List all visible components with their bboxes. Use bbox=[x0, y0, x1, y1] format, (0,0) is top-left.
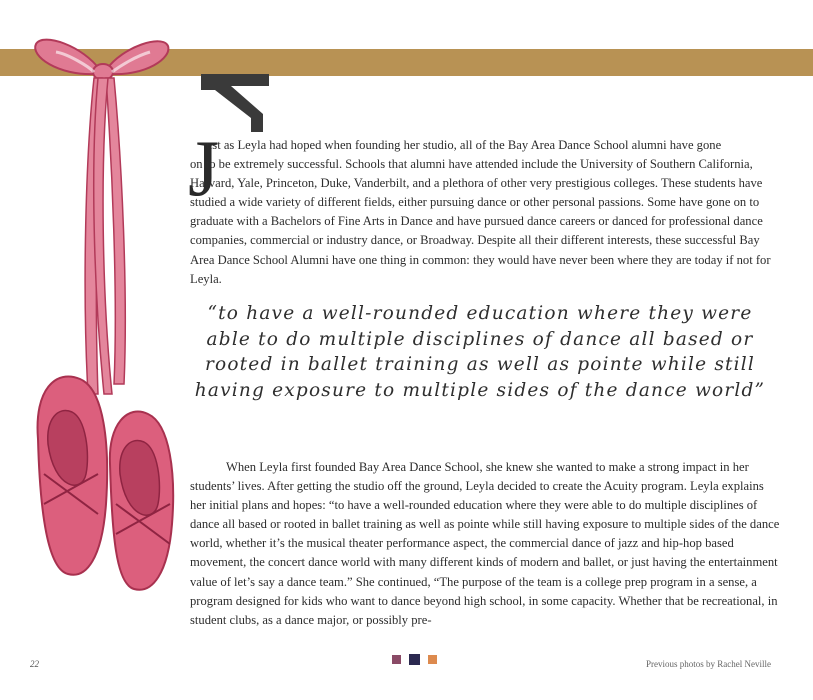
paragraph-2-body: When Leyla first founded Bay Area Dance School, she knew she wanted to make a strong impact in her students’ lives. After getting the studio off the ground, Leyla decided to create the Acuity program. Leyla explains her initial plans and hopes: “to have a well-rounded education where they were able to do multiple disciplines of dance all based or rooted in ballet training as well as pointe while still having exposure to multiple sides of the dance world, whether it’s the musical theater performance aspect, the commercial dance of jazz and hip-hop based movement, the concert dance world with many different kinds of modern and ballet, or just having the entertainment value of let’s say a dance team.” She continued, “The purpose of the team is a college prep program in a sense, a program designed for kids who want to dance beyond high school, in some capacity. Whether that be recreational, in student clubs, as a dance major, or possibly pre- bbox=[190, 460, 780, 627]
drop-cap: J bbox=[188, 125, 220, 213]
color-palette bbox=[392, 654, 437, 665]
corner-bracket-ornament bbox=[201, 74, 275, 132]
paragraph-1-first-line: ust as Leyla had hoped when founding her studio, all of the Bay Area Dance School alumni have gone bbox=[206, 138, 722, 152]
paragraph-1 bbox=[190, 136, 780, 289]
photo-credit: Previous photos by Rachel Neville bbox=[646, 659, 771, 669]
paragraph-2 bbox=[190, 458, 780, 630]
palette-swatch-navy bbox=[409, 654, 420, 665]
page-number: 22 bbox=[30, 659, 39, 669]
palette-swatch-orange bbox=[428, 655, 437, 664]
palette-swatch-plum bbox=[392, 655, 401, 664]
paragraph-1-body: on to be extremely successful. Schools that alumni have attended include the University of Southern California, Harvard, Yale, Princeton, Duke, Vanderbilt, and a plethora of other very prestigious colleges. These students have studied a wide variety of different fields, either pursuing dance or other personal passions. Some have gone on to graduate with a Bachelors of Fine Arts in Dance and have pursued dance careers or danced for professional dance companies, commercial or industry dance, or Broadway. Despite all their different interests, these successful Bay Area Dance School Alumni have one thing in common: they would have never been where they are today if not for Leyla. bbox=[190, 157, 771, 286]
pull-quote: “to have a well-rounded education where they were able to do multiple disciplines of dance all based or rooted in ballet training as well as pointe while still having exposure to multiple sides of the dance world” bbox=[194, 303, 766, 401]
ballet-slippers-illustration bbox=[28, 34, 178, 594]
